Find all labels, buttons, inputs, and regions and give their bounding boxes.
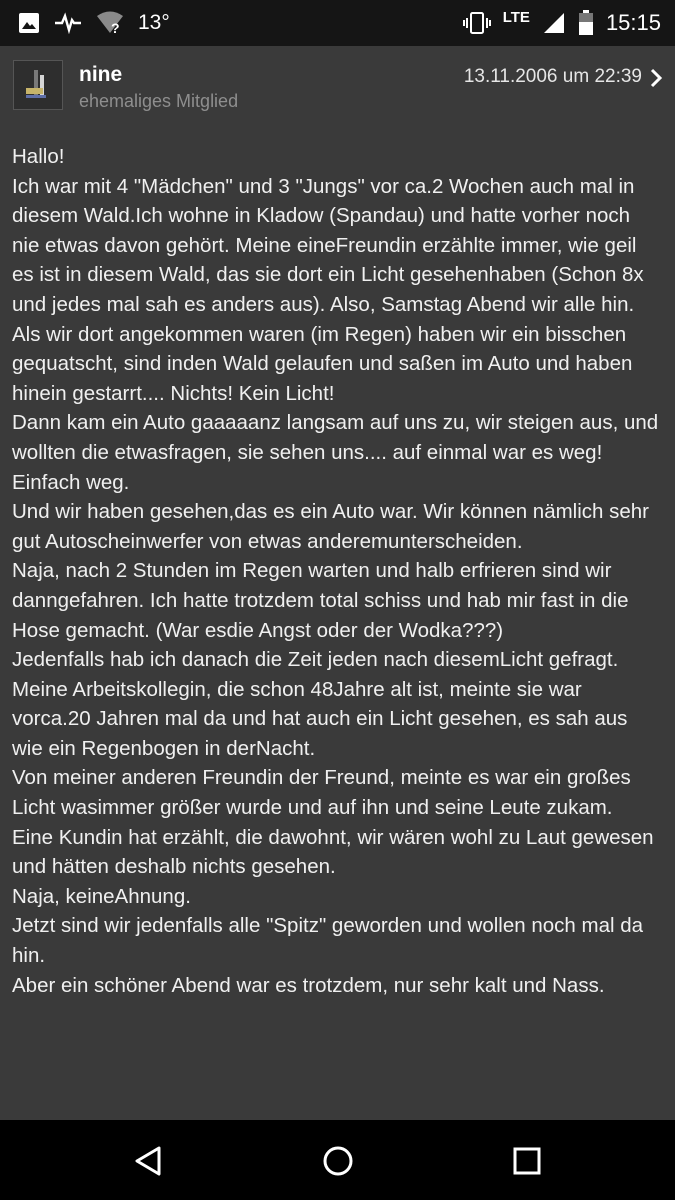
post-line: Aber ein schöner Abend war es trotzdem, nur sehr kalt und Nass. (12, 973, 605, 997)
post-line: Und wir haben gesehen,das es ein Auto war. Wir können nämlich sehr gut Autoscheinwerfer von etwas anderemunterscheiden. (12, 500, 650, 553)
post-header (0, 46, 675, 132)
author-role: ehemaliges Mitglied (79, 91, 239, 111)
image-icon (18, 12, 40, 34)
status-left (18, 8, 170, 38)
vibrate-icon (463, 11, 491, 35)
post-line: Naja, keineAhnung. (12, 884, 191, 908)
activity-icon (54, 12, 82, 34)
navigation-bar (0, 1120, 675, 1200)
recents-icon[interactable] (510, 1144, 544, 1178)
post-line: Von meiner anderen Freundin der Freund, meinte es war ein großes Licht wasimmer größer wurde und auf ihn und seine Leute zukam. (12, 766, 631, 820)
back-icon[interactable] (132, 1144, 166, 1178)
post-line: Jetzt sind wir jedenfalls alle "Spitz" geworden und wollen noch mal da hin. (12, 914, 644, 968)
post-body (12, 142, 662, 1120)
post-line: Eine Kundin hat erzählt, die dawohnt, wir wären wohl zu Laut gewesen und hätten deshalb nichts gesehen. (12, 825, 654, 879)
post-line: Als wir dort angekommen waren (im Regen) haben wir ein bisschen gequatscht, sind inden Wald gelaufen und saßen im Auto und haben hinein gestarrt.... Nichts! Kein Licht! (12, 322, 633, 405)
status-bar (0, 0, 675, 46)
author-name[interactable]: nine (79, 63, 123, 86)
signal-icon (542, 11, 566, 35)
svg-text:?: ? (111, 20, 120, 35)
post-line: Naja, nach 2 Stunden im Regen warten und halb erfrieren sind wir danngefahren. Ich hatte trotzdem total schiss und hab mir fast in die Hose gemacht. (War esdie Angst oder der Wodka???) (12, 559, 629, 642)
home-icon[interactable] (321, 1144, 355, 1178)
status-right (463, 8, 661, 38)
wifi-unknown-icon (96, 11, 124, 35)
post-line: Ich war mit 4 "Mädchen" und 3 "Jungs" vor ca.2 Wochen auch mal in diesem Wald.Ich wohne in Kladow (Spandau) und hatte vorher noch nie etwas davon gehört. Meine eineFreundin erzählte immer, wie geil es ist in diesem Wald, das sie dort ein Licht gesehenhaben (Schon 8x und jedes mal sah es anders aus). Also, Samstag Abend wir alle hin. (12, 174, 644, 316)
post-line: Dann kam ein Auto gaaaaanz langsam auf uns zu, wir steigen aus, und wollten die etwasfragen, sie sehen uns.... auf einmal war es weg! Einfach weg. (12, 411, 659, 494)
chevron-right-icon[interactable] (649, 68, 663, 88)
avatar[interactable] (13, 60, 63, 110)
avatar-image-icon (14, 61, 62, 109)
post-line: Hallo! (12, 145, 65, 168)
temperature: 13° (138, 11, 170, 34)
post-date[interactable]: 13.11.2006 um 22:39 (463, 66, 642, 87)
battery-icon (578, 10, 594, 36)
network-type: LTE (502, 8, 530, 26)
clock: 15:15 (605, 10, 661, 35)
post-line: Meine Arbeitskollegin, die schon 48Jahre alt ist, meinte sie war vorca.20 Jahren mal da und hat auch ein Licht gesehen, es sah aus wie ein Regenbogen in derNacht. (12, 677, 628, 760)
post-line: Jedenfalls hab ich danach die Zeit jeden nach diesemLicht gefragt. (12, 648, 619, 672)
